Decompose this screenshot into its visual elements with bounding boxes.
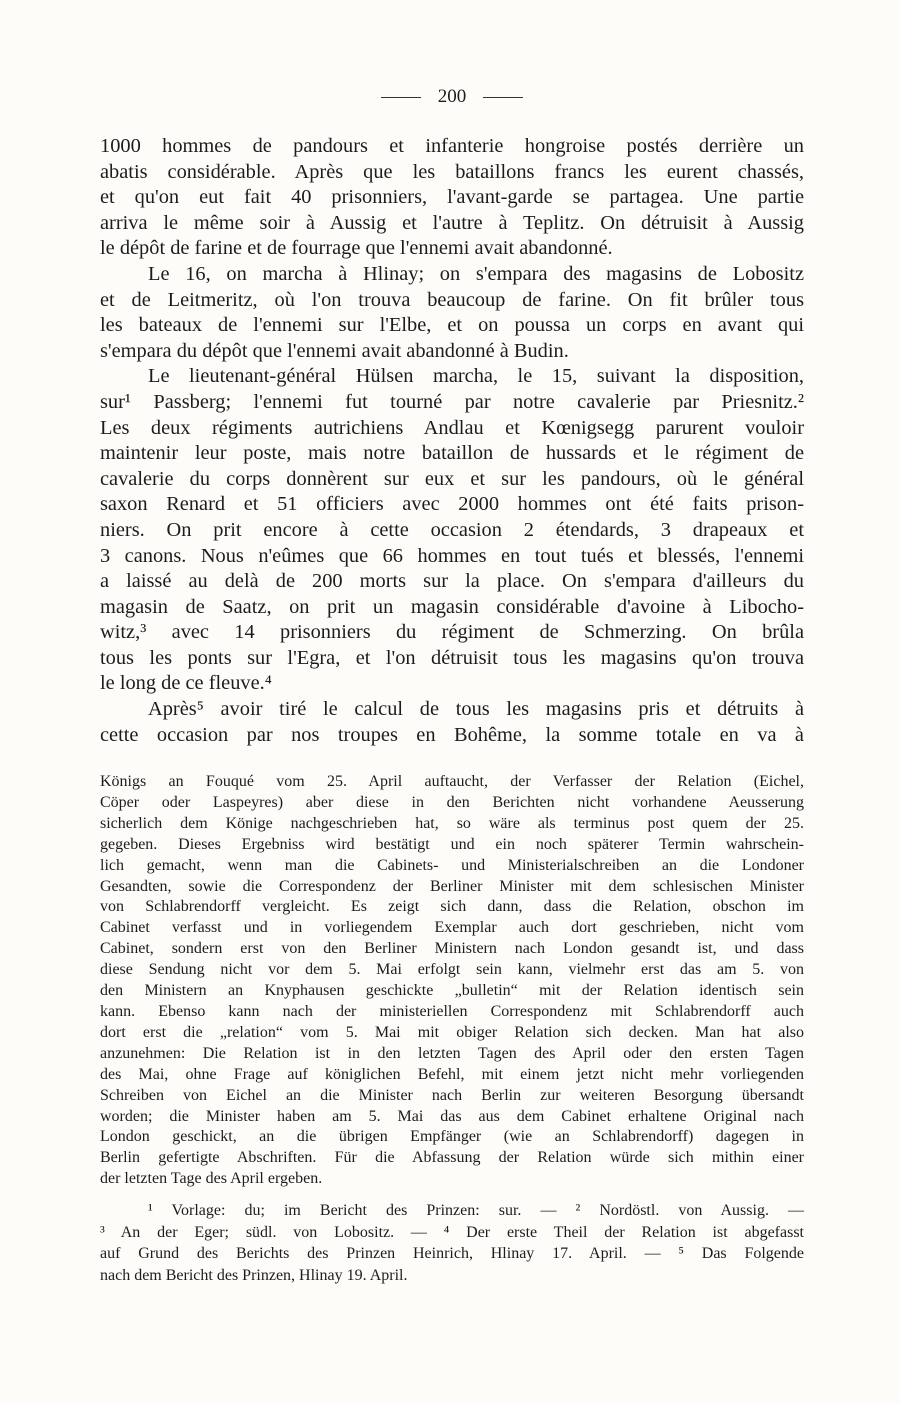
paragraph-4 [100,697,804,748]
text-line: witz,³ avec 14 prisonniers du régiment de Schmerzing. On brûla [100,621,804,644]
note-line: Cabinet, sondern erst von den Berliner Ministern nach London gesandt ist, und dass [100,940,804,958]
text-line: Le lieutenant-général Hülsen marcha, le 15, suivant la disposition, [148,365,804,388]
note-line: der letzten Tage des April ergeben. [100,1170,323,1188]
text-line: s'empara du dépôt que l'ennemi avait abandonné à Budin. [100,339,569,362]
note-line: worden; die Minister haben am 5. Mai das aus dem Cabinet erhaltene Original nach [100,1107,804,1125]
note-line: von Schlabrendorff vergleicht. Es zeigt sich dann, dass die Relation, obschon im [100,898,804,916]
note-line: Schreiben von Eichel an die Minister nach Berlin zur weiteren Besorgung übersandt [100,1086,804,1104]
text-line: sur¹ Passberg; l'ennemi fut tourné par notre cavalerie par Priesnitz.² [100,390,804,413]
text-line: magasin de Saatz, on prit un magasin considérable d'avoine à Libocho- [100,595,804,618]
note-line: des Mai, ohne Frage auf königlichen Befehl, mit einem jetzt nicht mehr vorliegenden [100,1065,804,1083]
note-line: kann. Ebenso kann nach der ministeriellen Correspondenz mit Schlabrendorff auch [100,1002,804,1020]
note-line: Gesandten, sowie die Correspondenz der Berliner Minister mit dem schlesischen Minister [100,877,804,895]
text-line: cavalerie du corps donnèrent sur eux et sur les pandours, où le général [100,467,804,490]
note-line: sicherlich dem Könige nachgeschrieben hat, so wäre als terminus post quem der 25. [100,814,804,832]
text-line: a laissé au delà de 200 morts sur la place. On s'empara d'ailleurs du [100,570,804,593]
note-line: London geschickt, an die übrigen Empfänger (wie an Schlabrendorff) dagegen in [100,1128,804,1146]
footnote-line: ³ An der Eger; südl. von Lobositz. — ⁴ Der erste Theil der Relation ist abgefasst [100,1223,804,1241]
page-number: 200 [437,86,467,107]
text-line: Après⁵ avoir tiré le calcul de tous les magasins pris et détruits à [148,698,804,721]
note-line: lich gemacht, wenn man die Cabinets- und Ministerialschreiben an die Londoner [100,856,804,874]
page-header [100,86,804,108]
note-line: den Ministern an Knyphausen geschickte „bulletin“ mit der Relation identisch sein [100,982,804,1000]
note-line: Cabinet verfasst und in vorliegendem Exemplar auch dort geschrieben, nicht vom [100,919,804,937]
footnotes [100,1200,804,1286]
continued-note [100,772,804,1190]
text-line: et qu'on eut fait 40 prisonniers, l'avant-garde se partagea. Une partie [100,186,804,209]
header-dash-right [483,97,523,98]
paragraph-3 [100,364,804,697]
text-line: le long de ce fleuve.⁴ [100,672,272,695]
paragraph-1 [100,134,804,262]
note-line: gegeben. Dieses Ergebniss wird bestätigt und ein noch späterer Termin wahrschein- [100,835,804,853]
text-line: tous les ponts sur l'Egra, et l'on détruisit tous les magasins qu'on trouva [100,646,804,669]
note-line: diese Sendung nicht vor dem 5. Mai erfolgt sein kann, vielmehr erst das am 5. von [100,961,804,979]
text-line: abatis considérable. Après que les bataillons francs les eurent chassés, [100,160,804,183]
main-text [100,134,804,748]
text-line: arriva le même soir à Aussig et l'autre à Teplitz. On détruisit à Aussig [100,211,804,234]
text-line: 3 canons. Nous n'eûmes que 66 hommes en tout tués et blessés, l'ennemi [100,544,804,567]
note-line: dort erst die „relation“ vom 5. Mai mit obiger Relation sich decken. Man hat also [100,1023,804,1041]
footnote-line: auf Grund des Berichts des Prinzen Heinrich, Hlinay 17. April. — ⁵ Das Folgende [100,1245,804,1262]
text-line: maintenir leur poste, mais notre bataillon de hussards et le régiment de [100,442,804,465]
text-line: Le 16, on marcha à Hlinay; on s'empara des magasins de Lobositz [148,262,804,285]
text-line: niers. On prit encore à cette occasion 2 étendards, 3 drapeaux et [100,518,804,541]
note-line: Königs an Fouqué vom 25. April auftaucht, der Verfasser der Relation (Eichel, [100,773,804,790]
note-line: Berlin gefertigte Abschriften. Für die Abfassung der Relation würde sich mithin einer [100,1149,804,1167]
text-line: Les deux régiments autrichiens Andlau et Kœnigsegg parurent vouloir [100,416,804,439]
text-line: et de Leitmeritz, où l'on trouva beaucoup de farine. On fit brûler tous [100,288,804,311]
note-line: anzunehmen: Die Relation ist in den letzten Tagen des April oder den ersten Tagen [100,1044,804,1062]
footnote-line: ¹ Vorlage: du; im Bericht des Prinzen: sur. — ² Nordöstl. von Aussig. — [148,1202,804,1219]
text-line: 1000 hommes de pandours et infanterie hongroise postés derrière un [100,135,804,157]
header-dash-left [381,97,421,98]
text-line: les bateaux de l'ennemi sur l'Elbe, et on poussa un corps en avant qui [100,314,804,337]
note-line: Cöper oder Laspeyres) aber diese in den Berichten nicht vorhandene Aeusserung [100,793,804,811]
text-line: saxon Renard et 51 officiers avec 2000 hommes ont été faits prison- [100,493,804,516]
paragraph-2 [100,262,804,364]
footnote-line: nach dem Bericht des Prinzen, Hlinay 19. April. [100,1266,408,1284]
text-line: cette occasion par nos troupes en Bohême, la somme totale en va à [100,723,804,746]
text-line: le dépôt de farine et de fourrage que l'ennemi avait abandonné. [100,237,613,260]
